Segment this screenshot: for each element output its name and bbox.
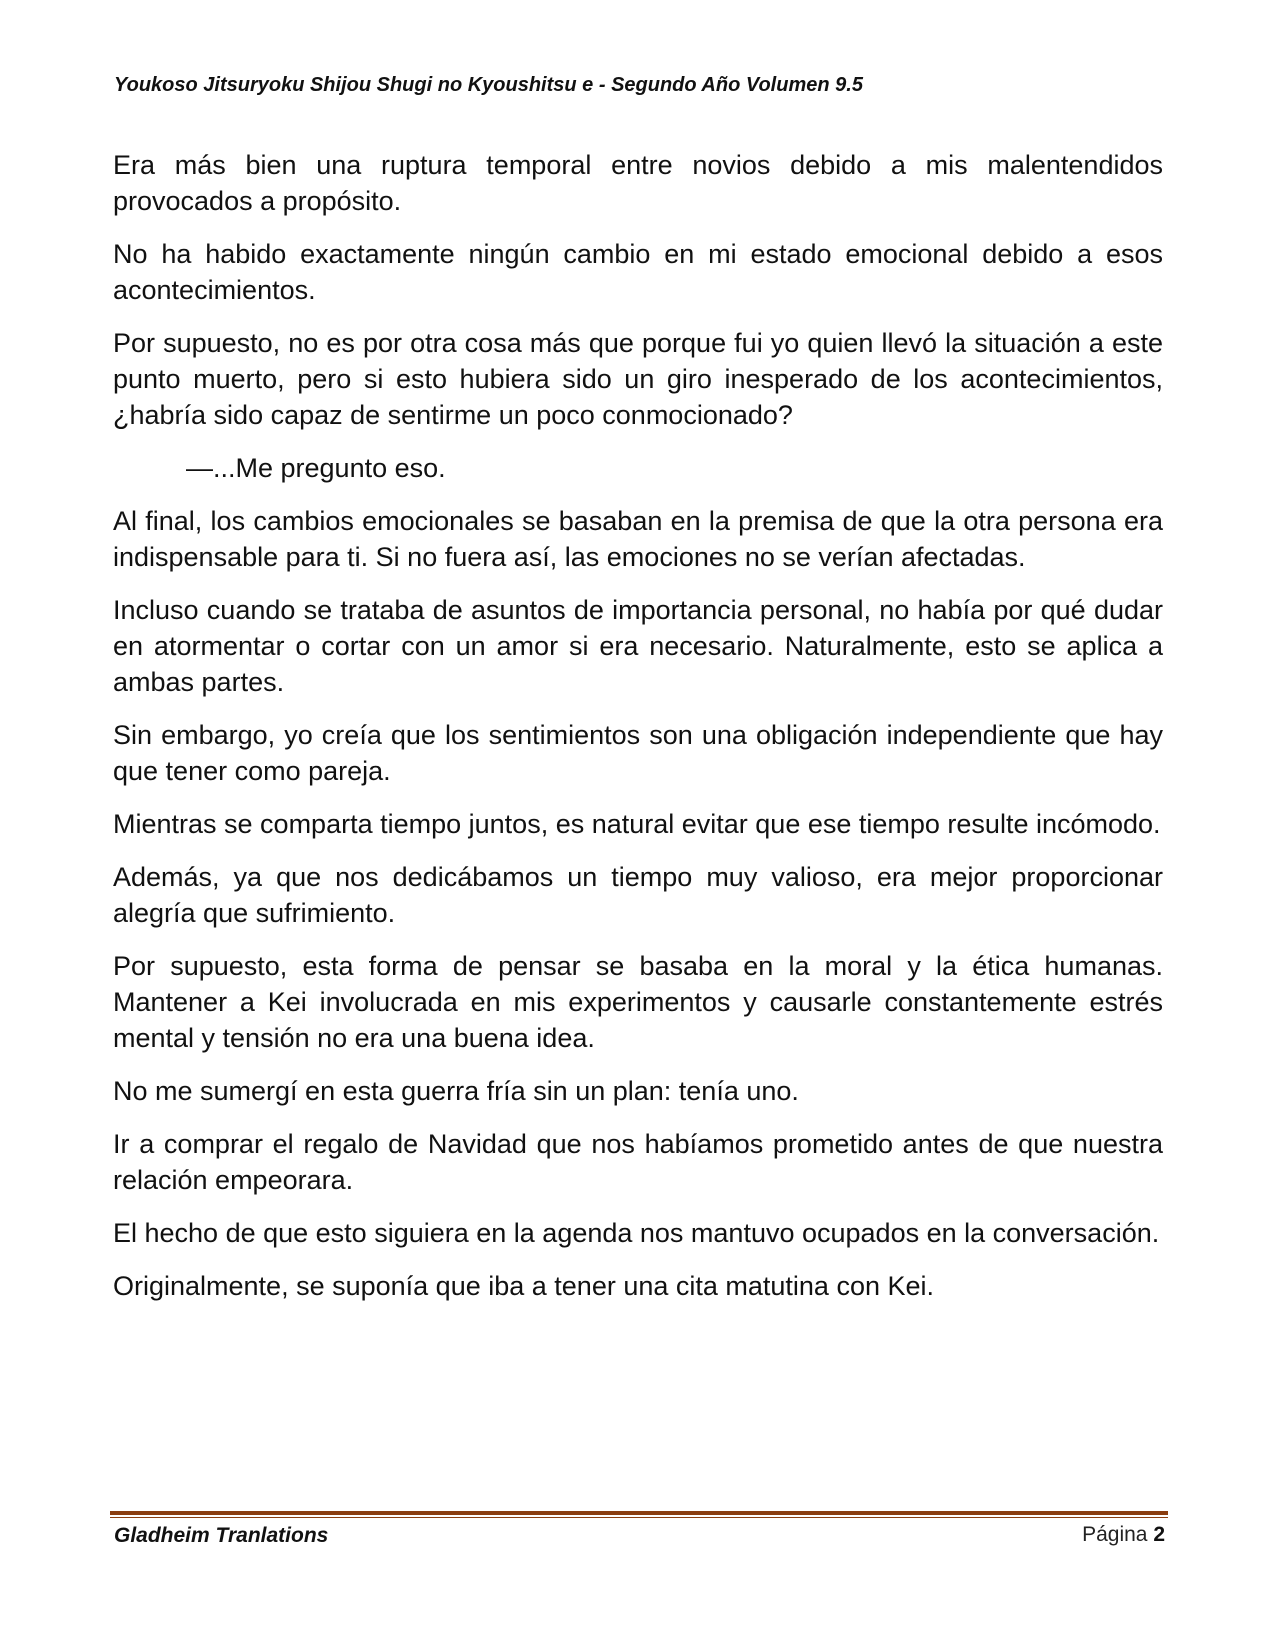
page-header-title: Youkoso Jitsuryoku Shijou Shugi no Kyoushitsu e - Segundo Año Volumen 9.5 — [114, 74, 863, 96]
paragraph: Ir a comprar el regalo de Navidad que nos habíamos prometido antes de que nuestra relación empeorara. — [113, 1129, 1163, 1195]
body-text — [113, 147, 1163, 1321]
footer-publisher: Gladheim Tranlations — [114, 1524, 329, 1547]
dialogue-line: —...Me pregunto eso. — [186, 453, 446, 483]
paragraph: Incluso cuando se trataba de asuntos de importancia personal, no había por qué dudar en atormentar o cortar con un amor si era necesario. Naturalmente, esto se aplica a ambas partes. — [113, 595, 1163, 697]
page-number: 2 — [1153, 1523, 1165, 1546]
paragraph: Por supuesto, esta forma de pensar se basaba en la moral y la ética humanas. Mantener a Kei involucrada en mis experimentos y causarle constantemente estrés mental y tensión no era una buena idea. — [113, 951, 1163, 1053]
page-label: Página — [1082, 1523, 1148, 1546]
paragraph: Sin embargo, yo creía que los sentimientos son una obligación independiente que hay que tener como pareja. — [113, 720, 1163, 786]
paragraph: Al final, los cambios emocionales se basaban en la premisa de que la otra persona era indispensable para ti. Si no fuera así, las emociones no se verían afectadas. — [113, 506, 1163, 572]
paragraph: Por supuesto, no es por otra cosa más que porque fui yo quien llevó la situación a este punto muerto, pero si esto hubiera sido un giro inesperado de los acontecimientos, ¿habría sido capaz de sentirme un poco conmocionado? — [113, 328, 1163, 430]
paragraph: No ha habido exactamente ningún cambio en mi estado emocional debido a esos acontecimientos. — [113, 239, 1163, 305]
paragraph: Además, ya que nos dedicábamos un tiempo muy valioso, era mejor proporcionar alegría que sufrimiento. — [113, 862, 1163, 928]
footer-divider — [110, 1511, 1168, 1518]
paragraph: El hecho de que esto siguiera en la agenda nos mantuvo ocupados en la conversación. — [113, 1218, 1160, 1248]
footer-divider-thin — [110, 1517, 1168, 1518]
paragraph: No me sumergí en esta guerra fría sin un plan: tenía uno. — [113, 1076, 799, 1106]
paragraph: Originalmente, se suponía que iba a tener una cita matutina con Kei. — [113, 1271, 935, 1301]
paragraph: Era más bien una ruptura temporal entre novios debido a mis malentendidos provocados a propósito. — [113, 150, 1163, 216]
footer-page-indicator — [1082, 1523, 1165, 1547]
paragraph: Mientras se comparta tiempo juntos, es natural evitar que ese tiempo resulte incómodo. — [113, 809, 1161, 839]
